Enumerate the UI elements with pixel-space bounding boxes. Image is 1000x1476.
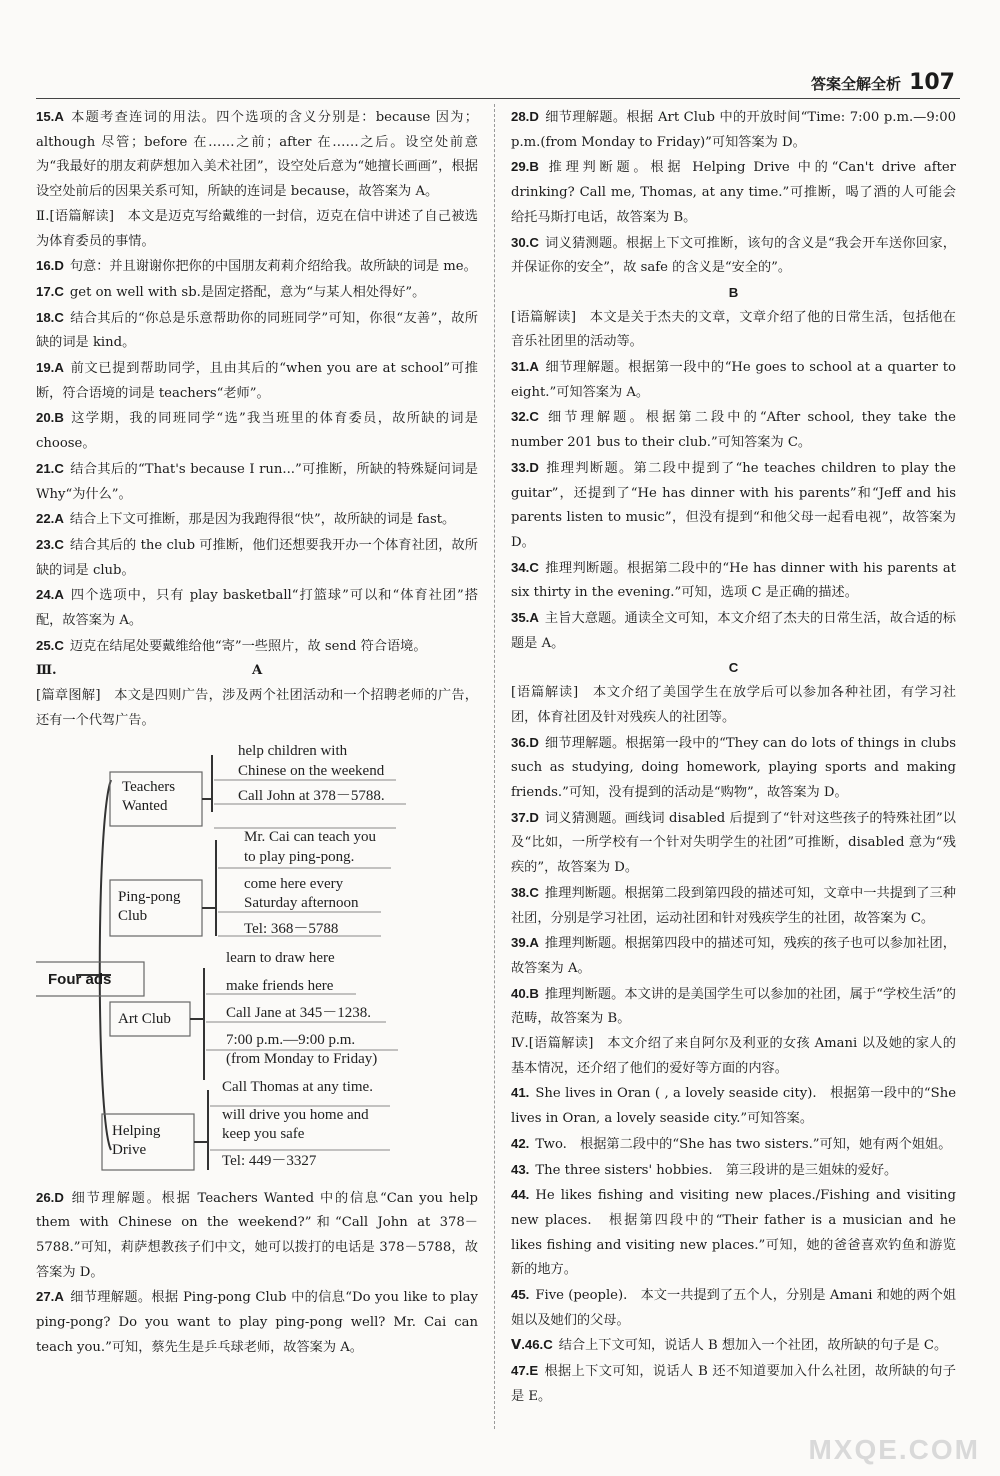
answer-text: 细节理解题。根据 Art Club 中的开放时间“Time: 7:00 p.m.—9:00 p.m.(from Monday to Friday)”可知答案为 D。	[511, 110, 956, 150]
answer-number: 47.E	[511, 1363, 539, 1379]
header-rule	[36, 98, 960, 99]
answer-number: 26.D	[36, 1189, 64, 1205]
answer-text: 细节理解题。根据 Teachers Wanted 中的信息“Can you help them with Chinese on the weekend?”和“Call John at 378－5788.”可知，莉萨想教孩子们中文，她可以拨打的电话是 378－5788，故答案为 D。	[36, 1190, 478, 1280]
answer-number: 41.	[511, 1085, 530, 1101]
mm-text: (from Monday to Friday)	[226, 1050, 378, 1067]
answer-item	[511, 1081, 956, 1131]
answer-text: 推理判断题。根据 Helping Drive 中的“Can't drive after drinking? Call me, Thomas, at any time.”可推断，喝了酒的人可能会给托马斯打电话，故答案为 B。	[511, 160, 956, 225]
answers-31-35	[511, 355, 956, 656]
answer-number: 35.A	[511, 610, 539, 626]
answer-item	[36, 507, 478, 533]
node-label: Drive	[112, 1141, 147, 1158]
mm-text: keep you safe	[222, 1125, 305, 1142]
answer-number: 34.C	[511, 559, 539, 575]
answer-item	[36, 105, 478, 205]
answer-number: 15.A	[36, 109, 64, 124]
answer-number: 40.B	[511, 985, 539, 1001]
section-3-intro: [篇章图解] 本文是四则广告，涉及两个社团活动和一个招聘老师的广告，还有一个代驾广告。	[36, 688, 478, 728]
section-3-label: Ⅲ.	[36, 663, 57, 679]
answer-item	[511, 1158, 956, 1184]
mm-text: come here every	[244, 875, 344, 892]
node-label: Art Club	[118, 1010, 171, 1027]
node-ping-pong-club	[118, 888, 181, 926]
node-label: Ping-pong	[118, 888, 181, 905]
section-2-intro: Ⅱ.[语篇解读] 本文是迈克写给戴维的一封信，迈克在信中讲述了自己被选为体育委员的事情。	[36, 208, 478, 249]
mm-text: Tel: 449－3327	[222, 1152, 317, 1169]
answer-number: 16.D	[36, 258, 64, 274]
mm-text: Call Jane at 345－1238.	[226, 1004, 371, 1021]
answer-number: 31.A	[511, 359, 539, 375]
answer-item	[36, 1285, 478, 1360]
answer-text: 推理判断题。本文讲的是美国学生可以参加的社团，属于“学校生活”的范畴，故答案为 B。	[511, 986, 956, 1027]
mm-text: Chinese on the weekend	[238, 762, 385, 779]
answer-item	[511, 155, 956, 230]
section-3-letter: A	[252, 663, 263, 679]
answer-number: Ⅴ.46.C	[511, 1337, 553, 1353]
answer-item	[36, 1186, 478, 1286]
answer-item	[511, 1333, 956, 1359]
answer-text: 细节理解题。根据第一段中的“He goes to school at a quarter to eight.”可知答案为 A。	[511, 360, 956, 400]
answer-item	[511, 355, 956, 405]
passage-c-intro: [语篇解读] 本文介绍了美国学生在放学后可以参加各种社团，有学习社团，体育社团及针对残疾人的社团等。	[511, 685, 956, 725]
node-art-club	[118, 1010, 171, 1029]
answer-number: 29.B	[511, 159, 539, 175]
answer-item	[511, 556, 956, 606]
answer-text: 推理判断题。根据第四段中的描述可知，残疾的孩子也可以参加社团，故答案为 A。	[511, 936, 956, 976]
answer-number: 18.C	[36, 309, 64, 325]
answer-number: 45.	[511, 1287, 530, 1303]
answer-number: 19.A	[36, 360, 64, 376]
mindmap-root: Four ads	[48, 970, 112, 988]
answer-text: 结合上下文可知，说话人 B 想加入一个社团，故所缺的句子是 C。	[558, 1338, 948, 1354]
answer-text: The three sisters' hobbies. 第三段讲的是三姐妹的爱好。	[535, 1162, 898, 1178]
answer-item	[511, 1132, 956, 1158]
answers-28-30	[511, 105, 956, 281]
mm-text: Call Thomas at any time.	[222, 1078, 373, 1095]
answer-item	[36, 634, 478, 660]
answer-text: 这学期，我的同班同学“选”我当班里的体育委员，故所缺的词是 choose。	[36, 411, 478, 452]
answer-text: Two. 根据第二段中的“She has two sisters.”可知，她有两个姐姐。	[535, 1136, 952, 1152]
answer-number: 36.D	[511, 734, 539, 750]
answer-item	[511, 881, 956, 931]
answers-16-25	[36, 254, 478, 659]
mm-text: make friends here	[226, 977, 334, 994]
answer-item	[511, 982, 956, 1032]
answer-text: 句意：并且谢谢你把你的中国朋友莉莉介绍给我。故所缺的词是 me。	[69, 259, 477, 275]
answer-item	[36, 406, 478, 456]
answer-item	[36, 280, 478, 306]
answer-text: She lives in Oran ( , a lovely seaside city). 根据第一段中的“She lives in Oran, a lovely seaside city.”可知答案。	[511, 1086, 956, 1127]
answer-item	[36, 533, 478, 583]
answers-26-27	[36, 1186, 478, 1361]
passage-b-letter: B	[728, 284, 739, 300]
node-label: Wanted	[122, 797, 168, 814]
answer-item	[511, 105, 956, 155]
answer-text: 结合其后的 the club 可推断，他们还想要我开办一个体育社团，故所缺的词是 club。	[36, 537, 478, 578]
answer-text: He likes fishing and visiting new places./Fishing and visiting new places. 根据第四段中的“Their father is a musician and he likes fishing and visiting new places.”可知，她的爸爸喜欢钓鱼和游览新的地方。	[511, 1188, 956, 1278]
answer-text: 细节理解题。根据第二段中的“After school, they take the number 201 bus to their club.”可知答案为 C。	[511, 410, 956, 451]
mm-text: Mr. Cai can teach you	[244, 828, 377, 845]
answer-item	[511, 931, 956, 981]
mm-text: Saturday afternoon	[244, 894, 359, 911]
answer-number: 43.	[511, 1161, 530, 1177]
mm-text: learn to draw here	[226, 949, 335, 966]
answer-item	[511, 1283, 956, 1333]
left-column	[36, 105, 478, 1361]
answer-text: get on well with sb.是固定搭配，意为“与某人相处得好”。	[69, 284, 426, 300]
answer-text: 迈克在结尾处要戴维给他“寄”一些照片，故 send 符合语境。	[69, 638, 427, 654]
answer-text: 词义猜测题。根据上下文可推断，该句的含义是“我会开车送你回家，并保证你的安全”，故 safe 的含义是“安全的”。	[511, 235, 956, 276]
answers-36-40	[511, 731, 956, 1032]
section-4-intro: Ⅳ.[语篇解读] 本文介绍了来自阿尔及利亚的女孩 Amani 以及她的家人的基本情况，还介绍了他们的爱好等方面的内容。	[511, 1036, 956, 1076]
page-header	[811, 70, 955, 100]
answer-number: 38.C	[511, 884, 539, 900]
answer-number: 24.A	[36, 587, 64, 603]
answer-text: 词义猜测题。画线词 disabled 后提到了“针对这些孩子的特殊社团”以及“比如，一所学校有一个针对失明学生的社团”可推断，disabled 意为“残疾的”，故答案为 D。	[511, 810, 956, 876]
answer-item	[36, 254, 478, 280]
watermark: MXQE.COM	[808, 1434, 980, 1465]
answer-number: 21.C	[36, 460, 64, 476]
mm-text: help children with	[238, 742, 348, 759]
mm-text: to play ping-pong.	[244, 848, 355, 865]
passage-c-letter: C	[728, 660, 739, 676]
answer-number: 32.C	[511, 409, 539, 425]
answer-text: 四个选项中，只有 play basketball“打篮球”可以和“体育社团”搭配，故答案为 A。	[36, 588, 478, 629]
mm-text: Call John at 378－5788.	[238, 787, 385, 804]
node-label: Teachers	[122, 778, 176, 795]
answer-text: 结合其后的“That's because I run...”可推断，所缺的特殊疑问词是 Why“为什么”。	[36, 461, 478, 502]
answer-text: 主旨大意题。通读全文可知，本文介绍了杰夫的日常生活，故合适的标题是 A。	[511, 611, 956, 651]
answer-number: 44.	[511, 1187, 530, 1203]
answer-item	[511, 231, 956, 281]
answer-text: 结合上下文可推断，那是因为我跑得很“快”，故所缺的词是 fast。	[69, 512, 456, 528]
node-label: Club	[118, 907, 148, 924]
answer-text: 推理判断题。第二段中提到了“he teaches children to play the guitar”，还提到了“He has dinner with his parents”和“Jeff and his parents listen to music”，但没有提到“和他父母一起看电视”，故答案为 D。	[511, 460, 956, 550]
answer-text: Five (people). 本文一共提到了五个人，分别是 Amani 和她的两个姐姐以及她们的父母。	[511, 1288, 956, 1328]
mm-text: 7:00 p.m.—9:00 p.m.	[226, 1031, 356, 1048]
answer-item	[36, 356, 478, 406]
answer-number: 17.C	[36, 283, 64, 299]
answer-item	[511, 456, 956, 556]
right-column	[511, 105, 956, 1410]
answer-text: 前文已提到帮助同学，且由其后的“when you are at school”可推断，符合语境的词是 teachers“老师”。	[36, 361, 478, 401]
answer-number: 27.A	[36, 1289, 64, 1305]
answer-item	[36, 583, 478, 633]
answer-number: 25.C	[36, 637, 64, 653]
answer-text: 细节理解题。根据 Ping-pong Club 中的信息“Do you like to play ping-pong? Do you want to play ping-pong well? Mr. Cai can teach you.”可知，蔡先生是乒乓球老师，故答案为 A。	[36, 1290, 478, 1355]
node-helping-drive	[112, 1122, 160, 1160]
answer-text: 结合其后的“你总是乐意帮助你的同班同学”可知，你很“友善”，故所缺的词是 kind。	[36, 310, 478, 351]
answers-41-47	[511, 1081, 956, 1409]
mm-text: Tel: 368－5788	[244, 920, 339, 937]
answer-number: 39.A	[511, 935, 539, 951]
node-teachers-wanted	[122, 778, 175, 816]
answer-number: 22.A	[36, 511, 64, 527]
answer-number: 28.D	[511, 109, 539, 124]
answer-item	[511, 731, 956, 806]
node-label: Helping	[112, 1122, 161, 1139]
answer-item	[511, 1359, 956, 1409]
answer-number: 23.C	[36, 536, 64, 552]
answer-item	[36, 306, 478, 356]
answer-number: 33.D	[511, 459, 539, 475]
answer-item	[36, 457, 478, 507]
answer-number: 20.B	[36, 410, 64, 426]
answer-item	[511, 806, 956, 881]
answers-15	[36, 105, 478, 205]
answer-number: 42.	[511, 1135, 530, 1151]
answer-item	[511, 1183, 956, 1283]
header-title: 答案全解全析	[811, 75, 902, 93]
answer-item	[511, 606, 956, 656]
answer-text: 根据上下文可知，说话人 B 还不知道要加入什么社团，故所缺的句子是 E。	[511, 1364, 956, 1404]
column-divider	[494, 104, 495, 1429]
passage-b-intro: [语篇解读] 本文是关于杰夫的文章，文章介绍了他的日常生活，包括他在音乐社团里的活动等。	[511, 309, 956, 350]
answer-item	[511, 405, 956, 455]
answer-number: 37.D	[511, 809, 539, 825]
answer-text: 推理判断题。根据第二段中的“He has dinner with his parents at six thirty in the evening.”可知，选项 C 是正确的描述。	[511, 560, 956, 601]
answer-text: 细节理解题。根据第一段中的“They can do lots of things in clubs such as studying, doing homework, playing sports and making friends.”可知，没有提到的活动是“购物”，故答案为 D。	[511, 735, 956, 800]
answer-text: 推理判断题。根据第二段到第四段的描述可知，文章中一共提到了三种社团，分别是学习社团，运动社团和针对残疾学生的社团，故答案为 C。	[511, 885, 956, 926]
answer-number: 30.C	[511, 234, 539, 250]
mm-text: will drive you home and	[222, 1106, 369, 1123]
answer-text: 本题考查连词的用法。四个选项的含义分别是：because 因为；although 尽管；before 在……之前；after 在……之后。设空处前意为“我最好的朋友莉萨想加入美术社团”，设空处后意为“她擅长画画”，根据设空处前后的因果关系可知，所缺的连词是 because，故答案为 A。	[36, 110, 478, 200]
page-number: 107	[909, 70, 955, 95]
four-ads-mindmap	[36, 740, 478, 1180]
